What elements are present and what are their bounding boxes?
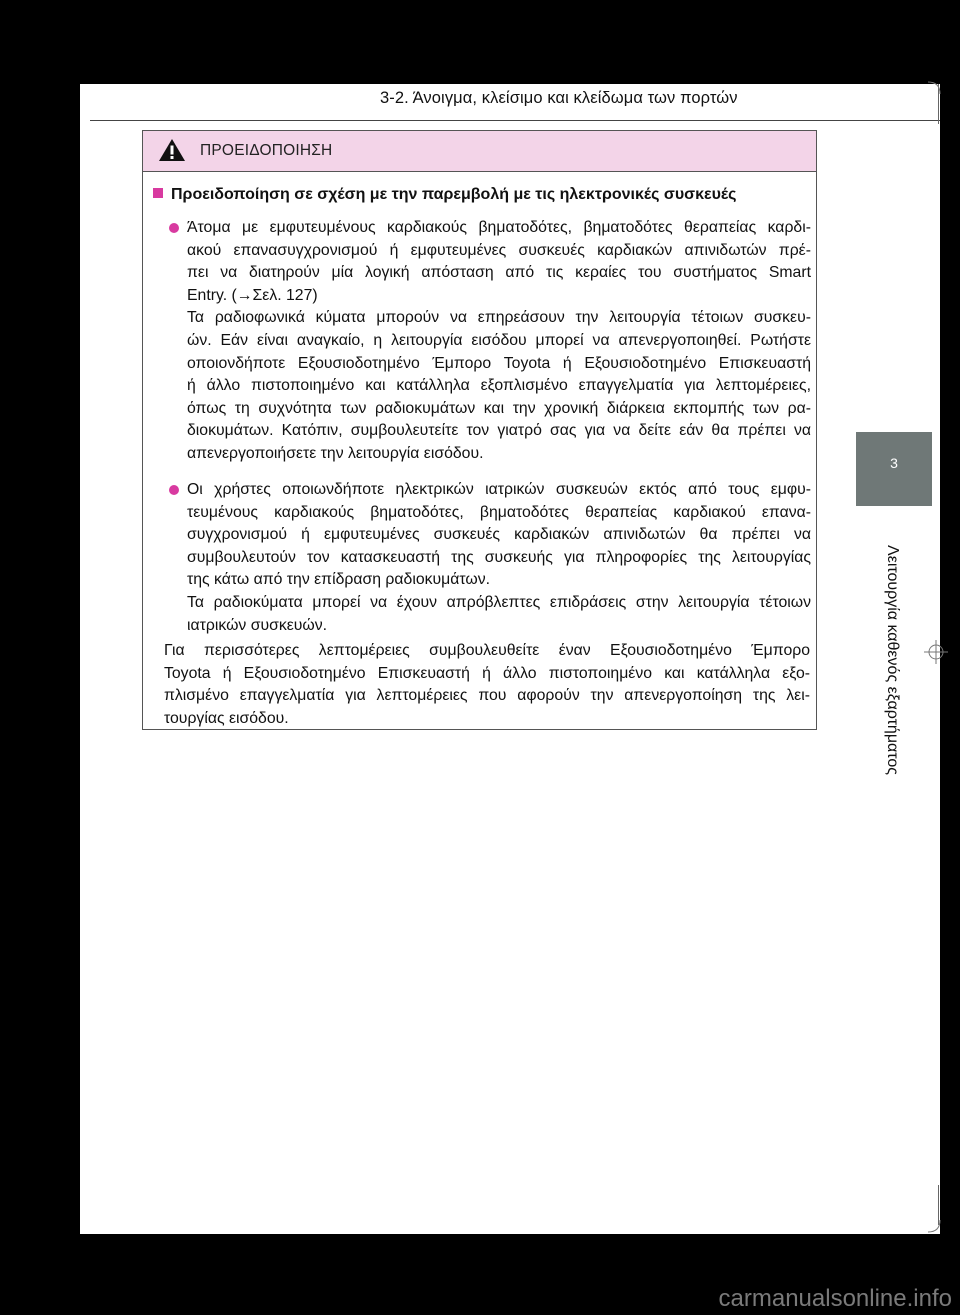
warning-box [142,130,817,730]
registration-target-icon [924,640,948,664]
text-line: ών. Εάν είναι αναγκαίο, η λειτουργία εισόδου μπορεί να απενεργοποιηθεί. Ρωτήστε [187,331,811,349]
chapter-label-text: Λειτουργία καθενός εξαρτήματος [884,545,901,775]
text-line: Τα ραδιοκύματα μπορεί να έχουν απρόβλεπτες επιδράσεις στην λειτουργία τέτοιων [187,593,811,611]
text-line: πει να διατηρούν μία λογική απόσταση από τις κεραίες του συστήματος Smart [187,264,811,282]
closing-paragraph [164,640,810,730]
corner-crop-icon [926,1218,942,1234]
text-line: συμβουλευτούν τον κατασκευαστή της συσκευής για πληροφορίες της λειτουργίας [187,548,811,566]
corner-crop-icon [926,80,942,96]
text-line: ακού επανασυγχρονισμού ή εμφυτευμένες συσκευές καρδιακών απινιδωτών πρέ- [187,241,811,259]
text-line: Toyota ή Εξουσιοδοτημένο Επισκευαστή ή άλλο πιστοποιημένο και κατάλληλα εξο- [164,664,810,682]
section-title: Προειδοποίηση σε σχέση με την παρεμβολή με τις ηλεκτρονικές συσκευές [153,186,813,204]
text-line: πλισμένο επαγγελματία για λεπτομέρειες που αφορούν την απενεργοποίηση της λει- [164,687,810,705]
chapter-tab[interactable] [856,432,932,506]
text-line: απενεργοποιήσετε την λειτουργία εισόδου. [187,444,484,462]
watermark: carmanualsonline.info [718,1285,952,1312]
warning-triangle-icon [158,137,186,163]
text-line: διοκυμάτων. Κατόπιν, συμβουλευτείτε τον γιατρό σας για να δείτε εάν θα πρέπει να [187,422,811,440]
text-line: Οι χρήστες οποιωνδήποτε ηλεκτρικών ιατρικών συσκευών εκτός από τους εμφυ- [187,481,811,498]
bullet-paragraph-1 [187,217,811,466]
warning-header [143,131,816,172]
chapter-label [872,520,912,800]
text-line: ή άλλο πιστοποιημένο και κατάλληλα εξοπλισμένο επαγγελματία για λεπτομέρειες, [187,377,811,395]
text-line: Τα ραδιοφωνικά κύματα μπορούν να επηρεάσουν την λειτουργία τέτοιων συσκευ- [187,309,811,327]
bullet-paragraph-2 [187,479,811,637]
text-line: οποιονδήποτε Εξουσιοδοτημένο Έμπορο Toyota ή Εξουσιοδοτημένο Επισκευαστή [187,354,811,372]
header-divider [90,120,940,121]
text-line: συγχρονισμού ή εμφυτευμένες συσκευές καρδιακών απινιδωτών θα πρέπει να [187,526,811,544]
square-bullet-icon [153,188,163,198]
round-bullet-icon [169,485,179,495]
text-line: ιατρικών συσκευών. [187,616,328,634]
page-header-title: 3-2. Άνοιγμα, κλείσιμο και κλείδωμα των πορτών [380,89,738,107]
round-bullet-icon [169,223,179,233]
manual-page [80,84,940,1234]
text-line: της κάτω από την επίδραση ραδιοκυμάτων. [187,571,491,589]
text-line: Entry. (→Σελ. 127) [187,286,318,304]
warning-title: ΠΡΟΕΙΔΟΠΟΙΗΣΗ [200,142,333,159]
text-line: τευμένους καρδιακούς βηματοδότες, βηματοδότες θεραπείας καρδιακού επανα- [187,503,811,521]
text-line: Για περισσότερες λεπτομέρειες συμβουλευθείτε έναν Εξουσιοδοτημένο Έμπορο [164,642,810,659]
chapter-number: 3 [890,455,898,471]
text-line: Άτομα με εμφυτευμένους καρδιακούς βηματοδότες, βηματοδότες θεραπείας καρδι- [187,219,811,236]
text-line: όπως τη συχνότητα των ραδιοκυμάτων και την χρονική διάρκεια εκπομπής των ρα- [187,399,811,417]
text-line: τουργίας εισόδου. [164,709,289,727]
